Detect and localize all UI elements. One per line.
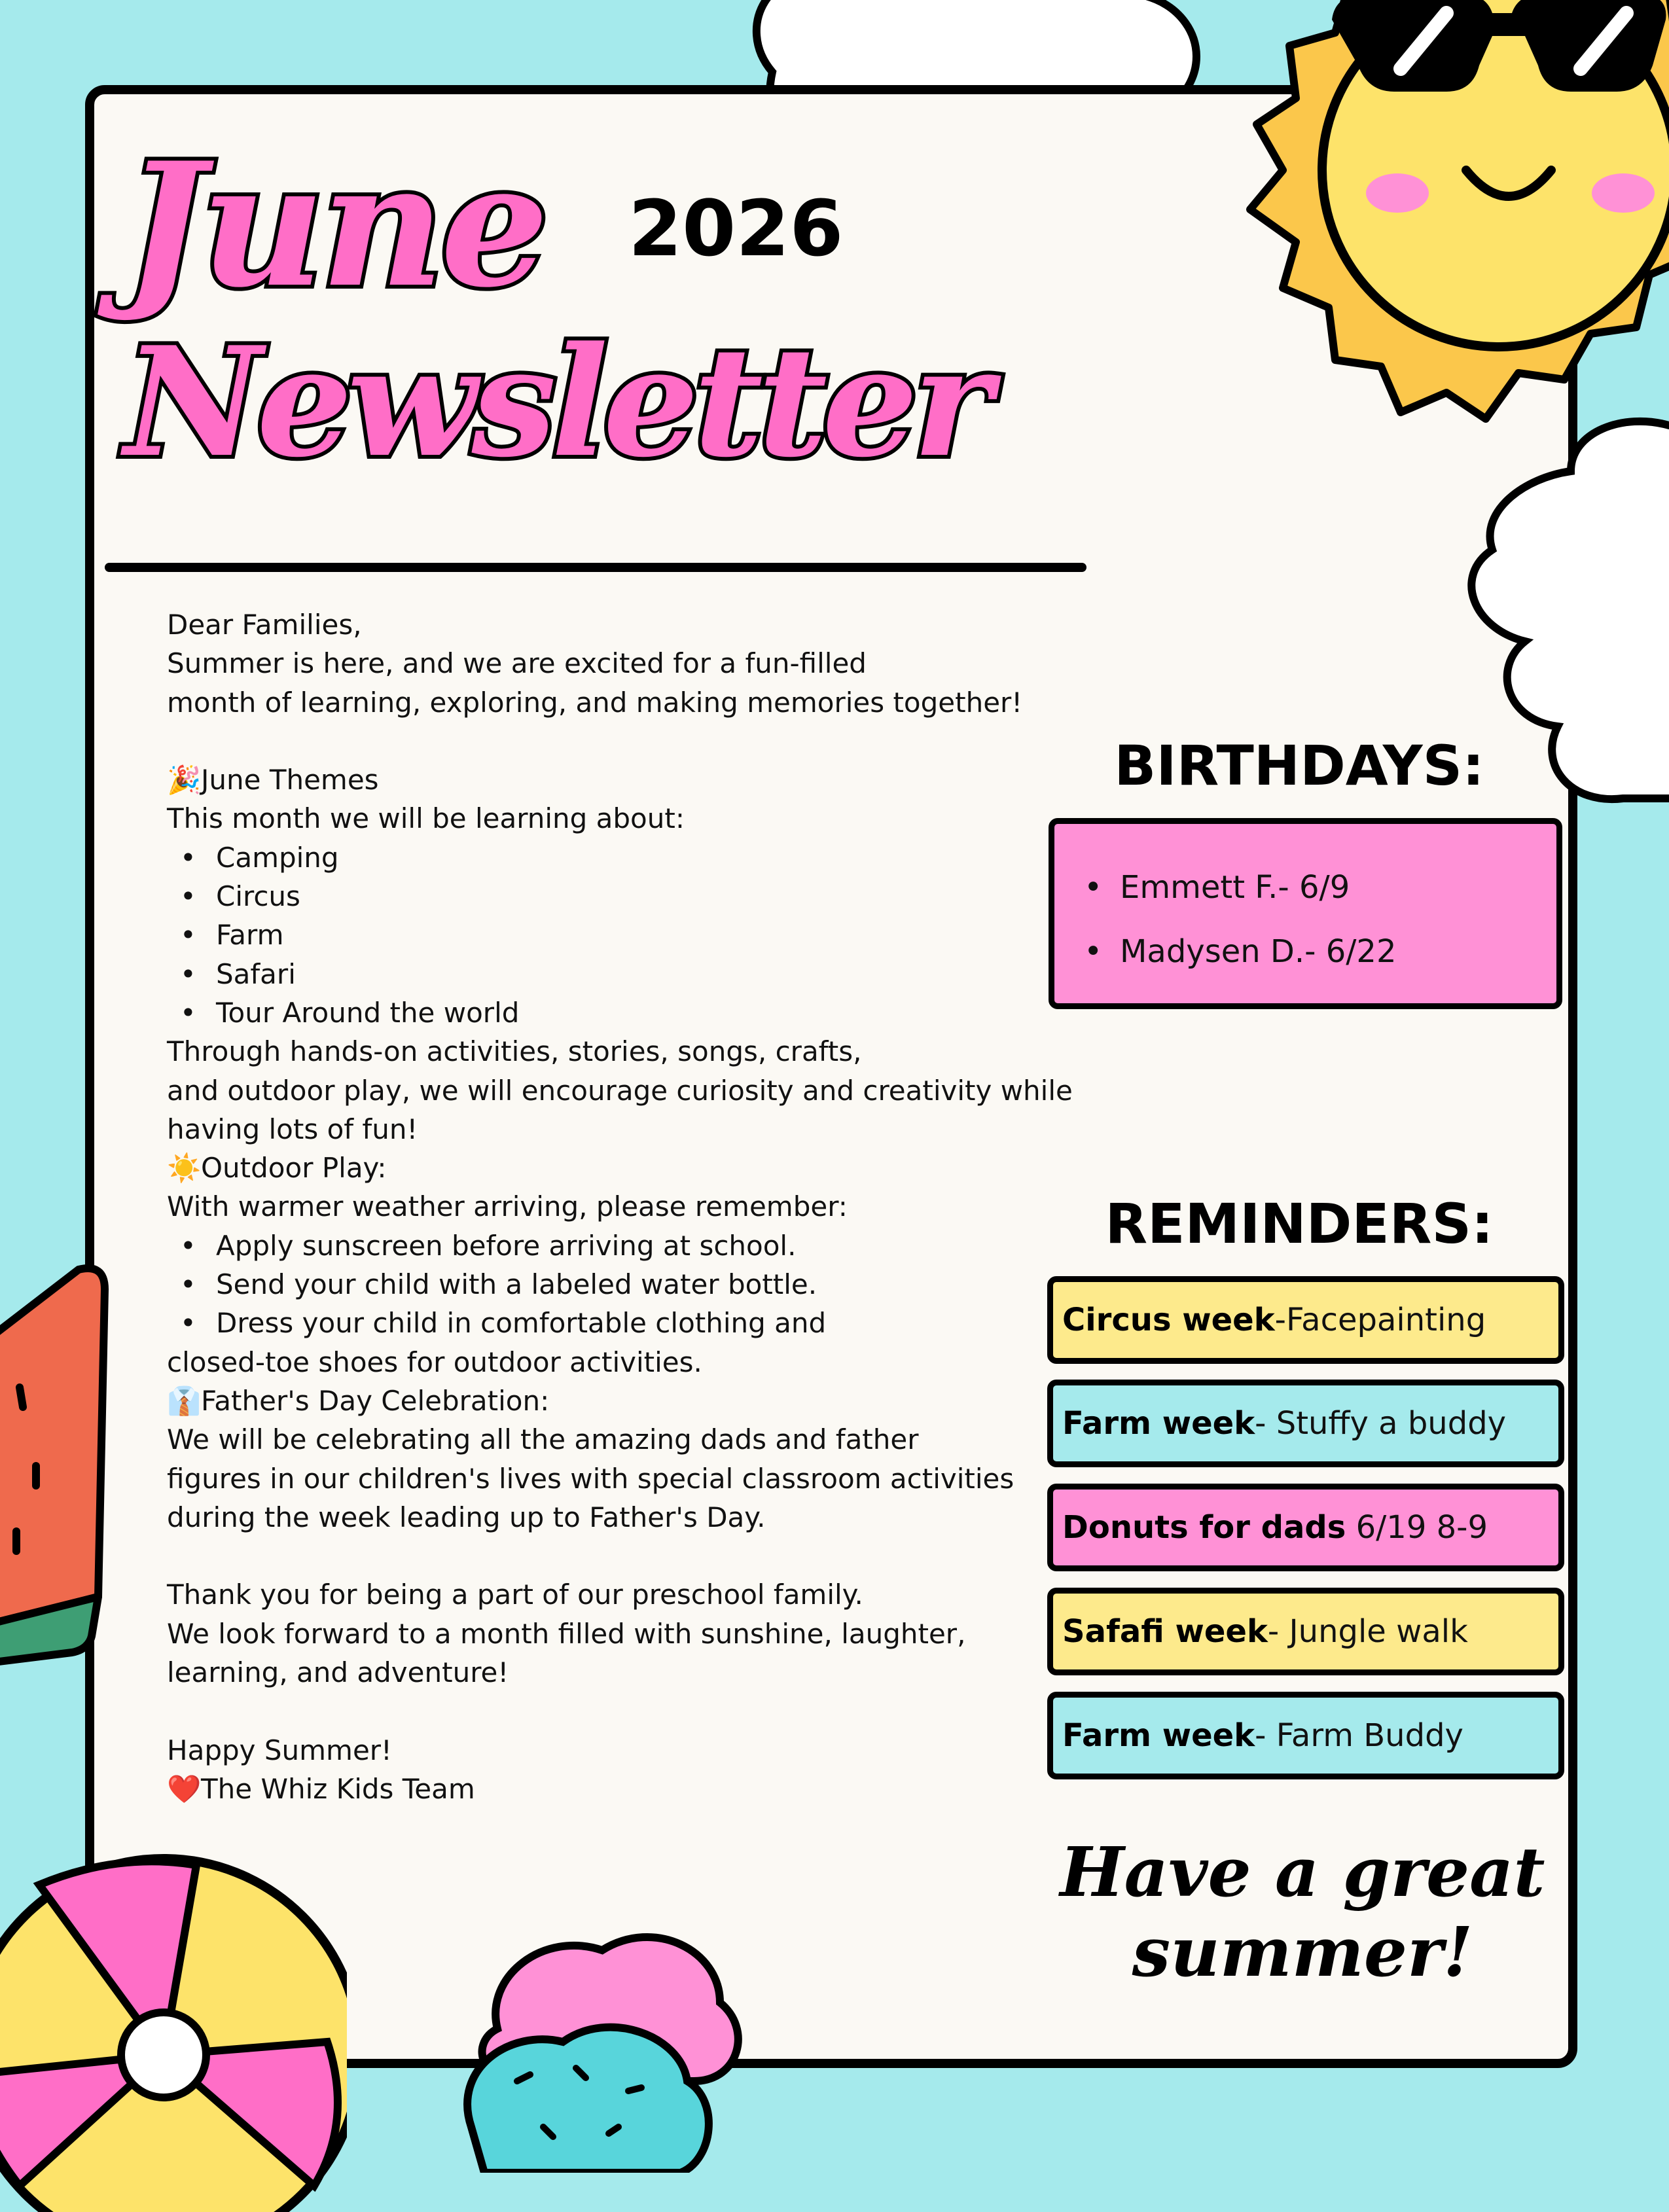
fathers-body: figures in our children's lives with special classroom activities: [167, 1462, 1014, 1495]
necktie-icon: 👔: [167, 1384, 202, 1417]
themes-body: having lots of fun!: [167, 1113, 418, 1145]
birthdays-title: BIRTHDAYS:: [1114, 734, 1484, 798]
fathers-heading: 👔Father's Day Celebration:: [167, 1382, 1122, 1420]
thanks-line: learning, and adventure!: [167, 1656, 509, 1689]
themes-heading: 🎉June Themes: [167, 760, 1122, 799]
reminder-item: Safafi week- Jungle walk: [1047, 1588, 1564, 1675]
title-june: June: [124, 126, 545, 325]
list-item: • Apply sunscreen before arriving at school.: [167, 1226, 1122, 1265]
list-item: • Safari: [167, 955, 1122, 993]
signature: ❤️The Whiz Kids Team: [167, 1770, 1122, 1808]
fathers-body: We will be celebrating all the amazing dads and father: [167, 1423, 919, 1456]
themes-list: [167, 838, 1122, 1032]
intro-line: Summer is here, and we are excited for a fun-filled: [167, 647, 867, 680]
ice-cream-icon: [445, 1911, 772, 2173]
themes-body: and outdoor play, we will encourage curiosity and creativity while: [167, 1074, 1073, 1107]
fathers-body: during the week leading up to Father's Day.: [167, 1501, 766, 1533]
outdoor-intro: With warmer weather arriving, please remember:: [167, 1190, 848, 1223]
intro-line: month of learning, exploring, and making memories together!: [167, 686, 1023, 719]
title-divider: [105, 563, 1086, 572]
reminder-item: Donuts for dads 6/19 8-9: [1047, 1484, 1564, 1571]
birthdays-box: [1049, 818, 1562, 1009]
themes-intro: This month we will be learning about:: [167, 802, 685, 835]
letter-body: [167, 605, 1122, 1808]
beach-ball-icon: [0, 1846, 347, 2212]
outdoor-list: [167, 1226, 1122, 1343]
birthday-item: • Emmett F.- 6/9: [1054, 855, 1556, 919]
list-item: • Send your child with a labeled water bottle.: [167, 1265, 1122, 1304]
watermelon-icon: [0, 1257, 144, 1675]
outdoor-tail: closed-toe shoes for outdoor activities.: [167, 1346, 702, 1378]
reminder-item: Farm week- Stuffy a buddy: [1047, 1380, 1564, 1467]
signoff: Happy Summer!: [167, 1734, 392, 1766]
birthday-item: • Madysen D.- 6/22: [1054, 919, 1556, 984]
year-label: 2026: [628, 183, 844, 274]
list-item: • Dress your child in comfortable clothing and: [167, 1304, 1122, 1342]
thanks-line: We look forward to a month filled with sunshine, laughter,: [167, 1617, 966, 1650]
closing-message: [1041, 1832, 1564, 1992]
closing-line: Have a great: [1060, 1832, 1545, 1912]
thanks-line: Thank you for being a part of our preschool family.: [167, 1579, 863, 1611]
reminder-item: Farm week- Farm Buddy: [1047, 1692, 1564, 1779]
list-item: • Tour Around the world: [167, 993, 1122, 1032]
list-item: • Farm: [167, 916, 1122, 954]
party-icon: 🎉: [167, 764, 202, 796]
title-newsletter: Newsletter: [124, 314, 987, 491]
list-item: • Circus: [167, 877, 1122, 916]
reminders-title: REMINDERS:: [1105, 1192, 1494, 1256]
sun-small-icon: ☀️: [167, 1152, 202, 1185]
outdoor-heading: ☀️Outdoor Play:: [167, 1149, 1122, 1187]
heart-icon: ❤️: [167, 1772, 202, 1805]
list-item: • Camping: [167, 838, 1122, 877]
greeting: Dear Families,: [167, 609, 362, 641]
reminder-item: Circus week-Facepainting: [1047, 1276, 1564, 1364]
themes-body: Through hands-on activities, stories, songs, crafts,: [167, 1035, 862, 1068]
closing-line: summer!: [1132, 1912, 1473, 1992]
